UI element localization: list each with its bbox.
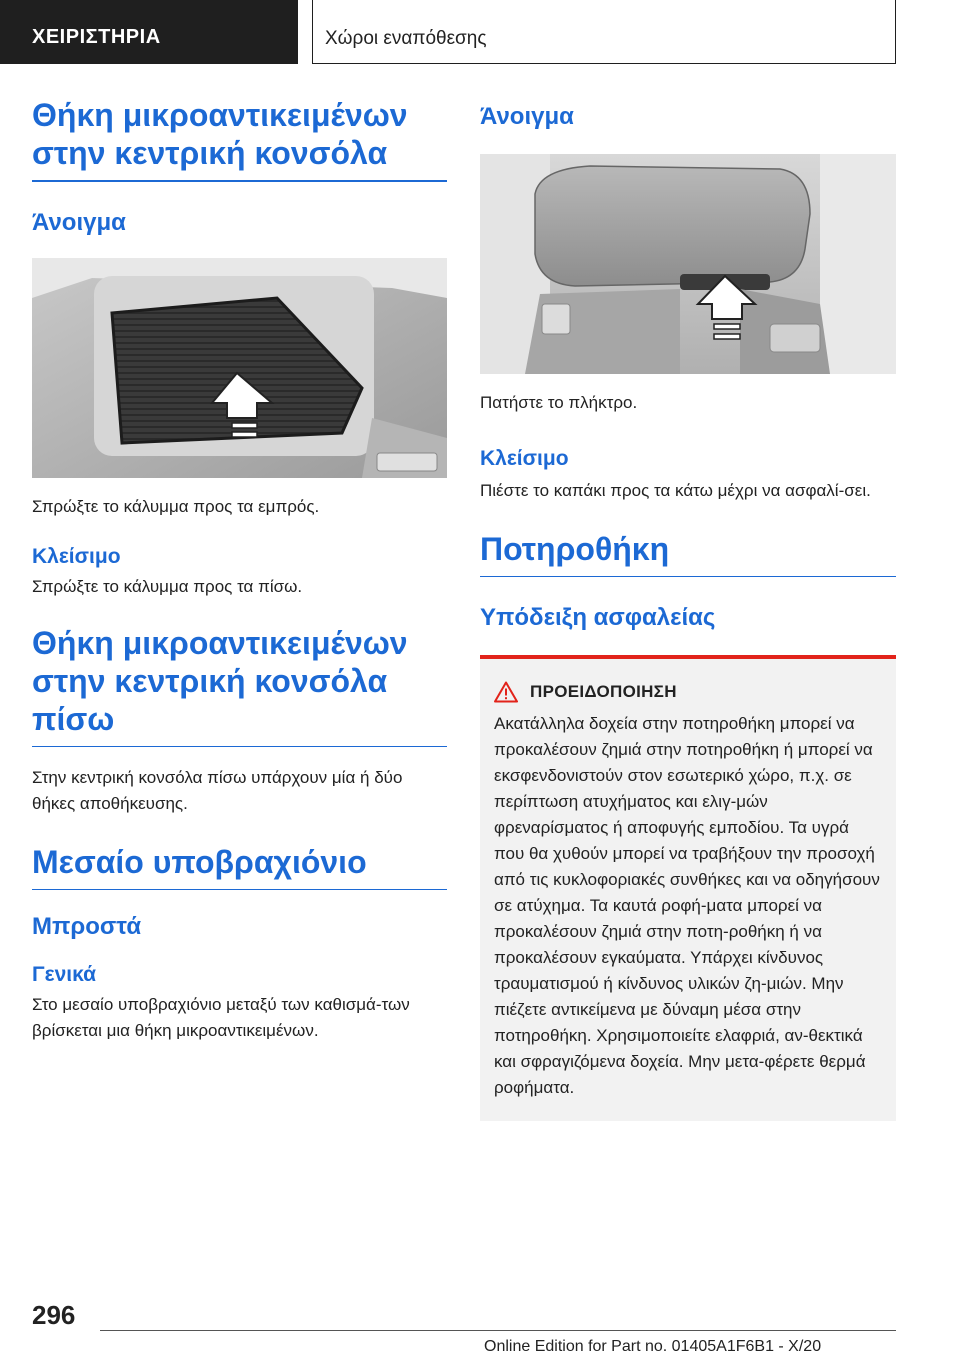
edition-note: Online Edition for Part no. 01405A1F6B1 - X/20 [484,1338,822,1355]
heading-front: Μπροστά [32,913,142,940]
heading-safety-note: Υπόδειξη ασφαλείας [480,604,716,631]
caption-push-cover-forward: Σπρώξτε το κάλυμμα προς τα εμπρός. [32,497,320,516]
heading-rear-console-storage: Θήκη μικροαντικειμένων στην κεντρική κονσόλα πίσω [32,624,447,747]
page-number: 296 [32,1300,76,1330]
text-rear-console-storage: Στην κεντρική κονσόλα πίσω υπάρχουν μία ή δύο θήκες αποθήκευσης. [32,768,403,813]
heading-cupholder: Ποτηροθήκη [480,530,896,577]
console-cover-photo [32,258,447,478]
heading-closing-armrest: Κλείσιμο [480,447,569,470]
heading-center-console-storage: Θήκη μικροαντικειμένων στην κεντρική κονσόλα [32,96,447,182]
armrest-lid-photo [480,154,896,374]
heading-opening: Άνοιγμα [32,209,126,236]
text-general: Στο μεσαίο υποβραχιόνιο μεταξύ των καθισμά-των βρίσκεται μια θήκη μικροαντικειμένων. [32,995,410,1040]
heading-general: Γενικά [32,963,97,986]
chapter-title: ΧΕΙΡΙΣΤΗΡΙΑ [32,26,161,48]
right-column [480,96,896,1121]
warning-header [494,681,882,703]
text-closing-armrest: Πιέστε το καπάκι προς τα κάτω μέχρι να ασφαλί-σει. [480,481,871,500]
footer-rule [100,1330,896,1331]
section-tab [312,0,896,64]
warning-triangle-icon [494,681,518,703]
heading-center-armrest: Μεσαίο υποβραχιόνιο [32,843,447,890]
text-closing: Σπρώξτε το κάλυμμα προς τα πίσω. [32,577,303,596]
warning-text: Ακατάλληλα δοχεία στην ποτηροθήκη μπορεί να προκαλέσουν ζημιά στην ποτηροθήκη ή μπορεί να εκσφενδονιστούν στον εσωτερικό χώρο, π.χ. σε περίπτωση ατυχήματος και ελιγ-μών φρεναρίσματος ή αποφυγής εμποδίου. Τα υγρά που θα χυθούν μπορεί να τραβήξουν την προσοχή από τις κυκλοφοριακές συνθήκες και να οδηγήσουν σε ατύχημα. Τα καυτά ροφή-ματα μπορεί να προκαλέσουν ζημιά στην ποτη-ροθήκη ή να προκαλέσουν εγκαύματα. Υπάρχει κίνδυνος τραυματισμού ή κίνδυνος υλικών ζη-μιών. Μην πιέζετε αντικείμενα με δύναμη μέσα στην ποτηροθήκη. Χρησιμοποιείτε ελαφριά, αν-θεκτικά και σφραγιζόμενα δοχεία. Μην μετα-φέρετε θερμά ροφήματα. [494,714,880,1097]
left-column [32,96,447,1044]
caption-press-button: Πατήστε το πλήκτρο. [480,393,638,412]
chapter-tab [0,0,298,64]
heading-closing: Κλείσιμο [32,545,121,568]
warning-box [480,655,896,1121]
heading-opening-armrest: Άνοιγμα [480,103,574,130]
warning-label: ΠΡΟΕΙΔΟΠΟΙΗΣΗ [530,682,677,701]
section-title: Χώροι εναπόθεσης [325,28,487,49]
